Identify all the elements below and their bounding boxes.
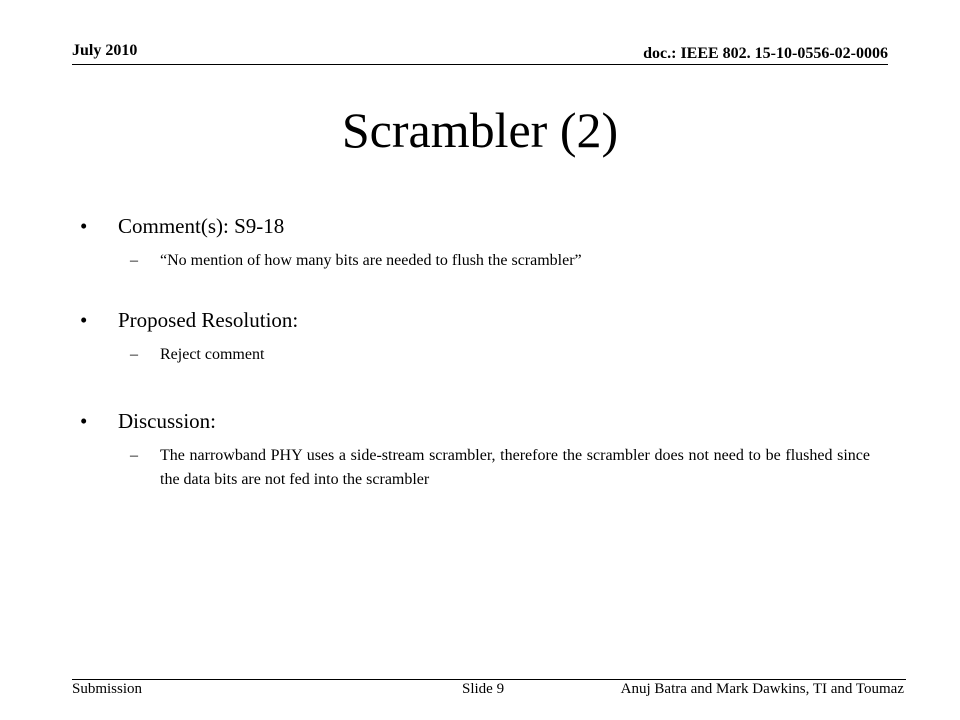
footer-submission: Submission [72, 681, 143, 697]
bullet-comments [80, 212, 880, 273]
spacer [80, 367, 880, 407]
footer-rule [72, 679, 906, 680]
sub-bullet-marker: – [130, 252, 138, 269]
sub-bullet-item [80, 249, 870, 273]
header-rule [72, 64, 888, 65]
bullet-marker: • [80, 308, 88, 332]
sub-bullet-marker: – [130, 346, 138, 363]
bullet-item [80, 306, 880, 334]
bullet-item [80, 407, 880, 435]
sub-bullet-text: Reject comment [160, 346, 265, 363]
footer-slide-number: Slide 9 [462, 681, 505, 697]
header-doc-id: doc.: IEEE 802. 15-10-0556-02-0006 [643, 45, 888, 62]
sub-bullet-item [80, 343, 870, 367]
spacer [80, 273, 880, 306]
header-date: July 2010 [72, 42, 138, 59]
bullet-list [80, 212, 880, 492]
slide-title: Scrambler (2) [341, 102, 619, 158]
sub-bullet-text: The narrowband PHY uses a side-stream scrambler, therefore the scrambler does not need to be flushed since the data bits are not fed into the scrambler [160, 447, 870, 488]
bullet-resolution [80, 306, 880, 367]
sub-bullet-marker: – [130, 447, 138, 464]
bullet-marker: • [80, 214, 88, 238]
bullet-text: Discussion: [118, 409, 217, 433]
bullet-marker: • [80, 409, 88, 433]
sub-bullet-item [80, 444, 870, 492]
bullet-discussion [80, 407, 880, 492]
bullet-text: Proposed Resolution: [118, 308, 299, 332]
bullet-text: Comment(s): S9-18 [118, 214, 285, 238]
bullet-item [80, 212, 880, 240]
footer-authors: Anuj Batra and Mark Dawkins, TI and Toumaz [620, 681, 904, 697]
sub-bullet-text: “No mention of how many bits are needed to flush the scrambler” [160, 252, 582, 269]
